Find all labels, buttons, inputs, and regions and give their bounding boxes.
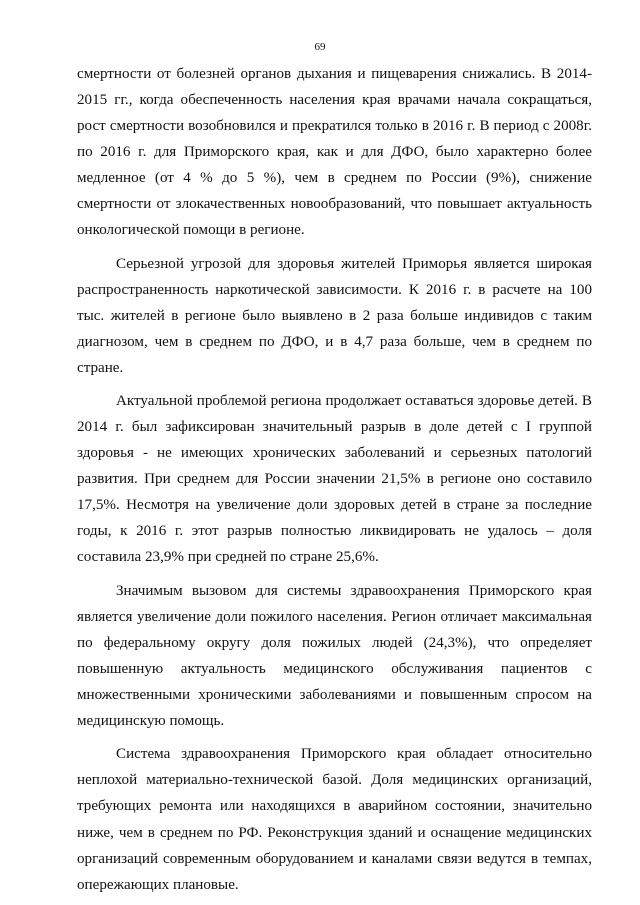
paragraph-mortality: смертности от болезней органов дыхания и пищеварения снижались. В 2014-2015 гг., когда обеспеченность населения края врачами начала сокращаться, рост смертности возобновился и прекратился только в 2016 г. В период с 2008г. по 2016 г. для Приморского края, как и для ДФО, было характерно более медленное (от 4 % до 5 %), чем в среднем по России (9%), снижение смертности от злокачественных новообразований, что повышает актуальность онкологической помощи в регионе. (77, 66, 592, 239)
paragraph-elderly-population: Значимым вызовом для системы здравоохранения Приморского края является увеличение доли пожилого населения. Регион отличает максимальная по федеральному округу доля пожилых людей (24,3%), что определяет повышенную актуальность медицинского обслуживания пациентов с множественными хроническими заболеваниями и повышенным спросом на медицинскую помощь. (77, 582, 592, 730)
paragraph-material-base: Система здравоохранения Приморского края обладает относительно неплохой материально-технической базой. Доля медицинских организаций, требующих ремонта или находящихся в аварийном состоянии, значительно ниже, чем в среднем по РФ. Реконструкция зданий и оснащение медицинских организаций современным оборудованием и каналами связи ведутся в темпах, опережающих плановые. (77, 746, 592, 893)
paragraph-child-health: Актуальной проблемой региона продолжает оставаться здоровье детей. В 2014 г. был зафиксирован значительный разрыв в доле детей с I группой здоровья - не имеющих хронических заболеваний и серьезных патологий развития. При среднем для России значении 21,5% в регионе оно составило 17,5%. Несмотря на увеличение доли здоровых детей в стране за последние годы, к 2016 г. этот разрыв полностью ликвидировать не удалось – доля составила 23,9% при средней по стране 25,6%. (77, 393, 592, 566)
paragraph-drug-dependence: Серьезной угрозой для здоровья жителей Приморья является широкая распространенность наркотической зависимости. К 2016 г. в расчете на 100 тыс. жителей в регионе было выявлено в 2 раза больше индивидов с таким диагнозом, чем в среднем по ДФО, и в 4,7 раза больше, чем в среднем по стране. (77, 255, 592, 376)
body-text (77, 61, 592, 898)
page-number: 69 (314, 41, 326, 53)
